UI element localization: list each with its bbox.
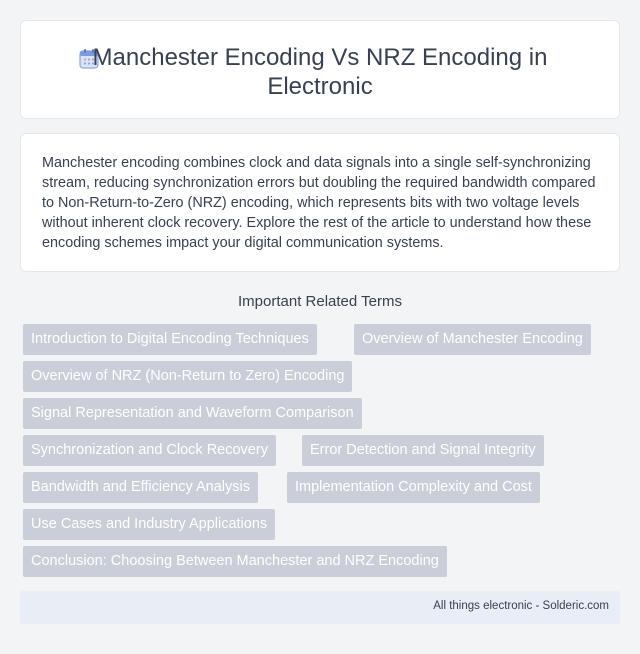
intro-card [20, 133, 620, 272]
related-term-tag[interactable]: Implementation Complexity and Cost [287, 472, 540, 503]
related-terms-heading: Important Related Terms [238, 293, 402, 310]
related-term-tag[interactable]: Conclusion: Choosing Between Manchester and NRZ Encoding [23, 546, 447, 577]
page-title: Manchester Encoding Vs NRZ Encoding in Electronic [92, 44, 548, 100]
footer [20, 591, 620, 624]
related-term-tag[interactable]: Error Detection and Signal Integrity [302, 435, 544, 466]
related-term-tag[interactable]: Overview of Manchester Encoding [354, 324, 591, 355]
related-term-tag[interactable]: Use Cases and Industry Applications [23, 509, 275, 540]
footer-text: All things electronic - Solderic.com [433, 600, 609, 612]
related-term-tag[interactable]: Signal Representation and Waveform Comparison [23, 398, 362, 429]
intro-paragraph: Manchester encoding combines clock and data signals into a single self-synchronizing stream, reducing synchronization errors but doubling the required bandwidth compared to Non-Return-to-Zero (NRZ) encoding, which represents bits with two voltage levels without inherent clock recovery. Explore the rest of the article to understand how these encoding schemes impact your digital communication systems. [42, 155, 596, 251]
related-term-tag[interactable]: Introduction to Digital Encoding Techniques [23, 324, 317, 355]
related-term-tag[interactable]: Synchronization and Clock Recovery [23, 435, 276, 466]
title-card [20, 20, 620, 119]
related-term-tag[interactable]: Overview of NRZ (Non-Return to Zero) Encoding [23, 361, 352, 392]
related-term-tag[interactable]: Bandwidth and Efficiency Analysis [23, 472, 258, 503]
